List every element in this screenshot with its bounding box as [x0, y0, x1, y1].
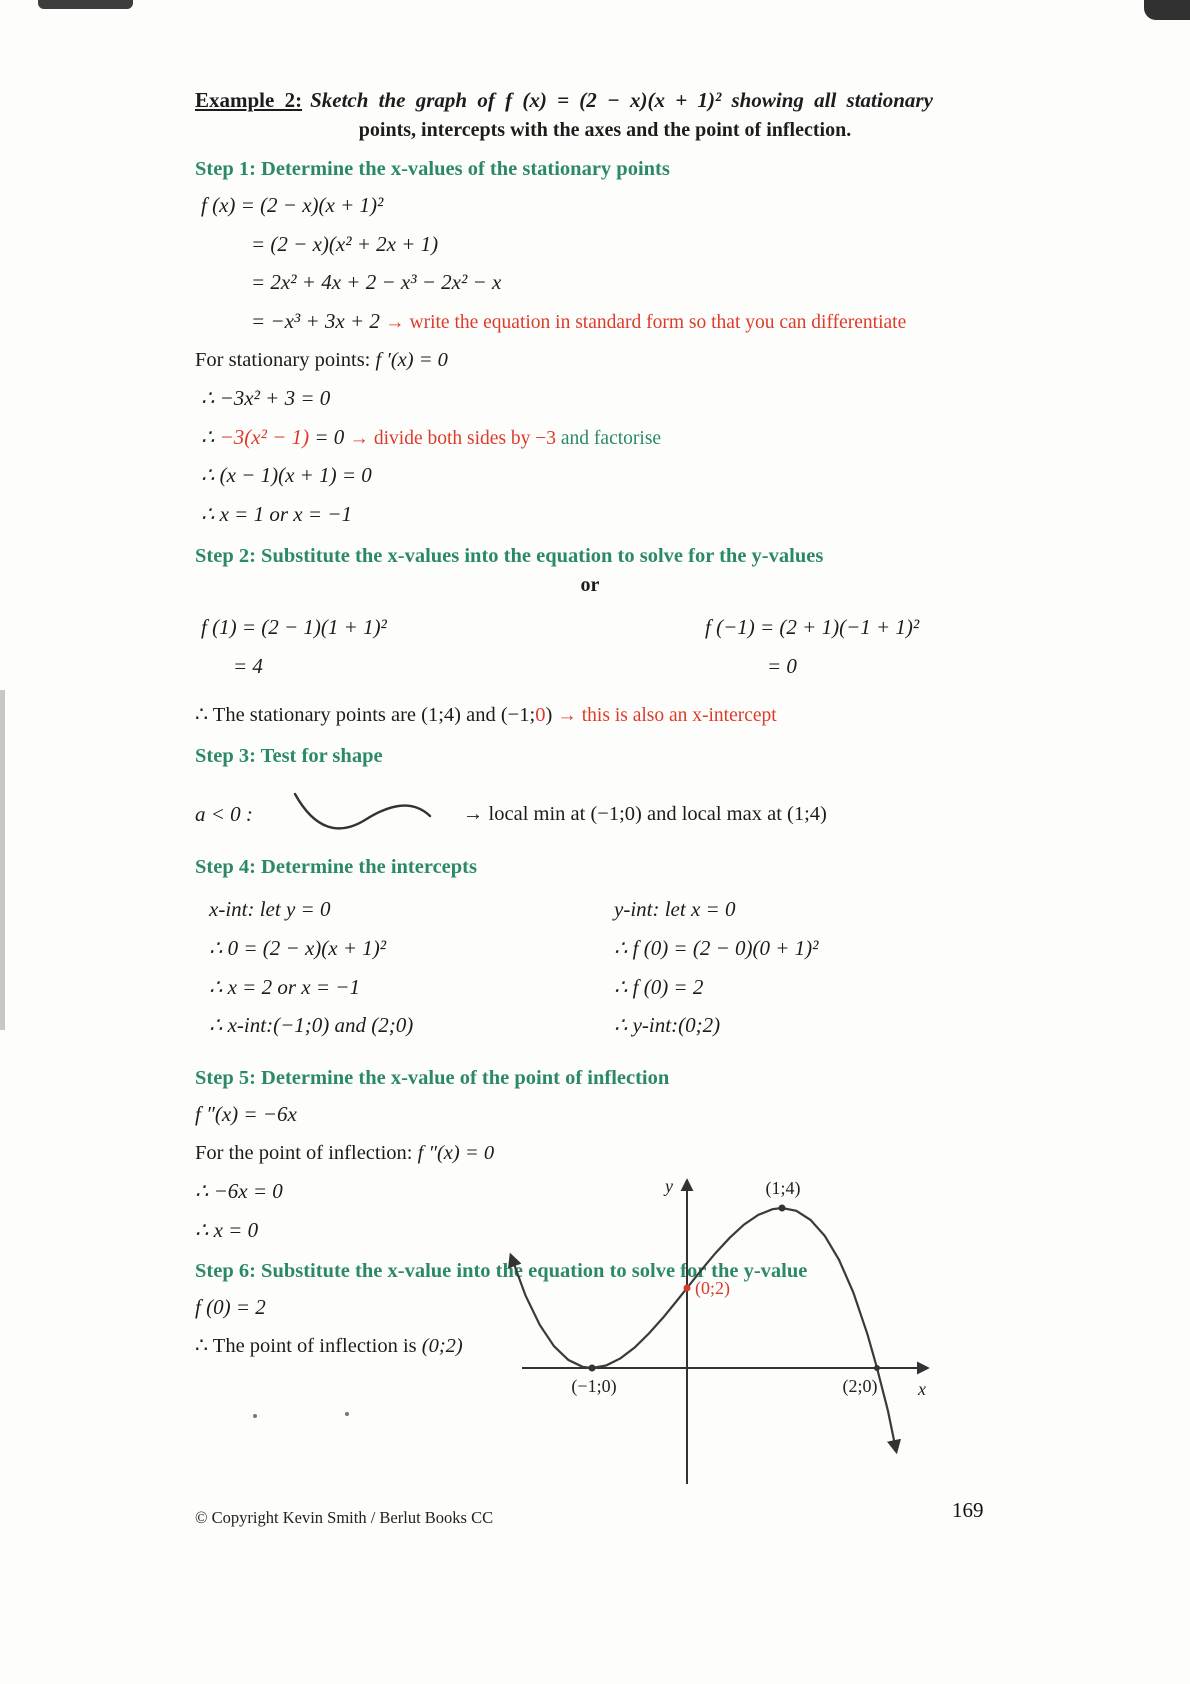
step1-eq7-annotation-red: → divide both sides by −3: [349, 427, 561, 449]
scan-artifact-dot: [345, 1412, 349, 1416]
example-title-line2: points, intercepts with the axes and the point of inflection.: [358, 119, 852, 141]
step3-shape-row: [195, 788, 1120, 840]
scan-artifact-left-edge: [0, 690, 5, 1030]
point-local-min: [589, 1365, 596, 1372]
step1-eq4-annotation: → write the equation in standard form so that you can differentiate: [385, 312, 907, 334]
step4-columns: [195, 885, 1120, 1051]
scan-artifact-top-right: [1144, 0, 1190, 20]
step4-left-row: x-int: let y = 0: [209, 897, 331, 922]
example-title: [195, 88, 1120, 113]
step3-condition: a < 0 :: [195, 801, 253, 826]
step2-left-column: [195, 603, 705, 691]
step1-eq3: = 2x² + 4x + 2 − x³ − 2x² − x: [251, 270, 502, 295]
step2-columns: [195, 603, 1120, 691]
step4-right-row: y-int: let x = 0: [614, 897, 736, 922]
point-inflection: [684, 1285, 691, 1292]
example-title-line1: Sketch the graph of f (x) = (2 − x)(x + 1)² showing all stationary: [310, 88, 933, 112]
step4-right-row: ∴ f (0) = (2 − 0)(0 + 1)²: [614, 936, 819, 961]
step2-conclusion-red-zero: 0: [535, 704, 546, 727]
step1-eq7-pre: ∴: [201, 424, 220, 449]
step4-heading: Step 4: Determine the intercepts: [195, 856, 477, 879]
step1-eq7-red: −3(x² − 1): [219, 424, 310, 449]
step1-eq8: ∴ (x − 1)(x + 1) = 0: [201, 463, 372, 488]
step4-left-row: ∴ 0 = (2 − x)(x + 1)²: [209, 936, 387, 961]
step2-conclusion-text: ∴ The stationary points are (1;4) and (−1;: [195, 704, 536, 727]
step1-eq1: f (x) = (2 − x)(x + 1)²: [201, 193, 384, 217]
page-number: 169: [952, 1498, 984, 1522]
step1-eq2: = (2 − x)(x² + 2x + 1): [251, 231, 439, 256]
scan-artifact-top-left: [38, 0, 133, 9]
step4-left-row: ∴ x = 2 or x = −1: [209, 974, 360, 999]
step1-eq4: [251, 308, 1120, 336]
step5-eq4: ∴ x = 0: [195, 1217, 259, 1242]
step6-conclusion-math: (0;2): [421, 1335, 463, 1358]
step4-right-row: ∴ f (0) = 2: [614, 974, 704, 999]
step5-eq1: f ″(x) = −6x: [195, 1102, 297, 1127]
label-local-min: (−1;0): [571, 1376, 617, 1396]
step3-note: → local min at (−1;0) and local max at (1;4): [462, 802, 827, 825]
step1-stationary-math: f ′(x) = 0: [375, 348, 448, 371]
cubic-curve: [511, 1208, 896, 1450]
example-title-label: Example 2:: [195, 88, 303, 112]
point-local-max: [779, 1205, 786, 1212]
scan-artifact-dot: [253, 1414, 257, 1418]
step4-left-row: ∴ x-int:(−1;0) and (2;0): [209, 1013, 414, 1038]
label-x-intercept: (2;0): [842, 1376, 878, 1396]
footer-copyright: © Copyright Kevin Smith / Berlut Books CC: [195, 1508, 494, 1527]
step5-line2-text: For the point of inflection:: [195, 1141, 418, 1164]
step1-eq4-math: = −x³ + 3x + 2: [251, 309, 386, 334]
step2-right-column: [705, 603, 1120, 691]
step5-eq3: ∴ −6x = 0: [195, 1178, 283, 1203]
step2-left-eq: f (1) = (2 − 1)(1 + 1)²: [201, 614, 387, 639]
step5-line2-math: f ″(x) = 0: [417, 1141, 495, 1164]
step1-eq9: ∴ x = 1 or x = −1: [201, 502, 352, 527]
step2-conclusion-annotation: → this is also an x-intercept: [557, 705, 777, 727]
step1-stationary-line: [195, 347, 1120, 374]
step6-heading: Step 6: Substitute the x-value into the equation to solve for the y-value: [195, 1260, 808, 1283]
step2-right-eq: f (−1) = (2 + 1)(−1 + 1)²: [705, 614, 920, 639]
step4-right-row: ∴ y-int:(0;2): [614, 1013, 721, 1038]
step4-right-column: [614, 885, 1120, 1051]
x-axis-label: x: [918, 1379, 926, 1399]
step1-eq7: [201, 424, 1120, 452]
step2-left-value: = 4: [233, 653, 263, 678]
step6-conclusion-text: ∴ The point of inflection is: [195, 1335, 422, 1358]
step4-left-column: [209, 885, 614, 1051]
step1-eq7-post: = 0: [309, 424, 350, 449]
label-inflection: (0;2): [695, 1278, 730, 1298]
step1-stationary-text: For stationary points:: [195, 348, 376, 371]
function-graph: [442, 1168, 942, 1500]
cubic-shape-sketch-icon: [287, 788, 437, 840]
step1-heading: Step 1: Determine the x-values of the stationary points: [195, 158, 670, 180]
step1-eq7-annotation-green: and factorise: [560, 427, 662, 449]
step5-line2: [195, 1140, 1120, 1167]
step6-eq1: f (0) = 2: [195, 1295, 266, 1320]
step2-conclusion-close: ): [545, 704, 558, 727]
label-local-max: (1;4): [765, 1178, 801, 1198]
point-x-intercept: [874, 1365, 880, 1371]
step2-conclusion: [195, 702, 1120, 729]
step2-right-value: = 0: [767, 653, 797, 678]
step5-heading: Step 5: Determine the x-value of the point of inflection: [195, 1067, 670, 1090]
or-label: or: [580, 573, 600, 596]
step3-heading: Step 3: Test for shape: [195, 745, 383, 768]
y-axis-label: y: [665, 1176, 673, 1196]
step1-eq6: ∴ −3x² + 3 = 0: [201, 385, 331, 410]
step2-heading: Step 2: Substitute the x-values into the equation to solve for the y-values: [195, 544, 824, 567]
